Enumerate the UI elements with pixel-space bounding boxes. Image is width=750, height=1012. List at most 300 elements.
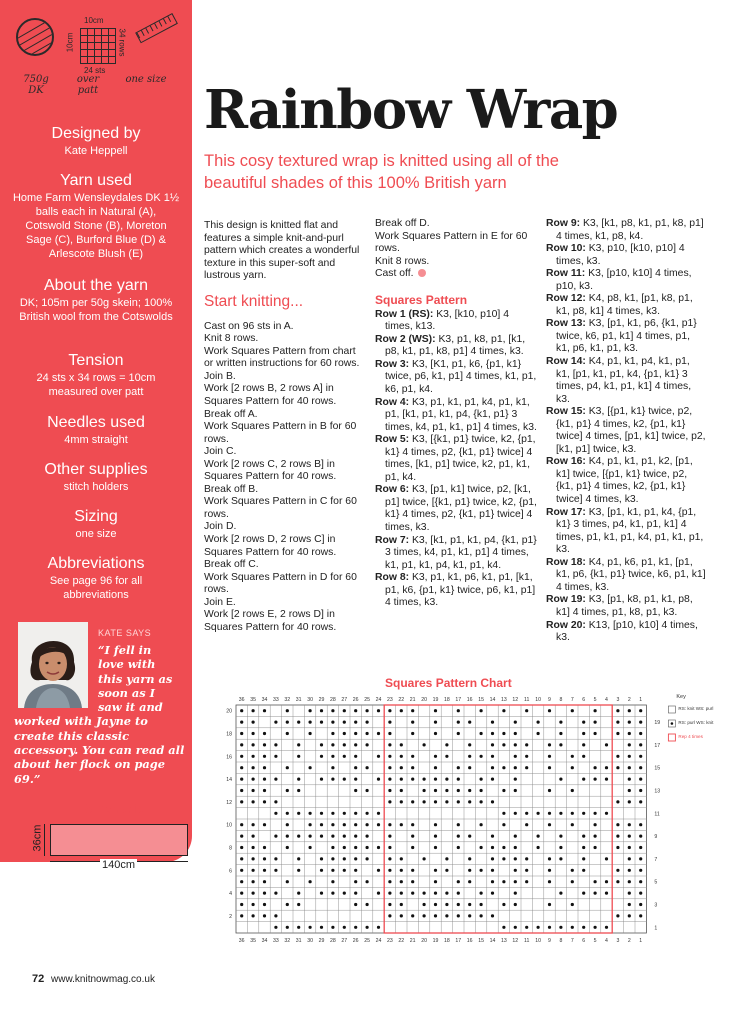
sizing-body: one size bbox=[75, 528, 117, 540]
pattern-row-label: Row 20: bbox=[546, 619, 586, 631]
chart-purl-dot bbox=[514, 743, 517, 746]
pattern-row-label: Row 11: bbox=[546, 268, 586, 280]
instruction-line: Work Squares Pattern from chart or written instructions for 60 rows. bbox=[204, 345, 360, 370]
chart-purl-dot bbox=[582, 721, 585, 724]
chart-purl-dot bbox=[639, 846, 642, 849]
chart-purl-dot bbox=[468, 880, 471, 883]
chart-purl-dot bbox=[343, 721, 346, 724]
weight-caption: 750g DK bbox=[23, 74, 49, 96]
chart-col-label-top: 9 bbox=[548, 697, 551, 703]
chart-purl-dot bbox=[457, 789, 460, 792]
chart-purl-dot bbox=[309, 732, 312, 735]
schematic-width-label: 140cm bbox=[102, 859, 136, 871]
chart-row-label-right: 17 bbox=[654, 742, 661, 749]
chart-purl-dot bbox=[343, 823, 346, 826]
schematic-title: Schematic bbox=[80, 801, 146, 816]
chart-col-label-bottom: 31 bbox=[295, 938, 302, 944]
chart-purl-dot bbox=[274, 926, 277, 929]
chart-purl-dot bbox=[263, 869, 266, 872]
pattern-row-label: Row 19: bbox=[546, 594, 586, 606]
pattern-row-label: Row 4: bbox=[375, 396, 410, 408]
chart-purl-dot bbox=[320, 835, 323, 838]
icon-captions bbox=[0, 74, 192, 104]
website-url: www.knitnowmag.co.uk bbox=[51, 974, 155, 985]
chart-col-label-bottom: 34 bbox=[261, 938, 268, 944]
chart-purl-dot bbox=[309, 823, 312, 826]
abbreviations-section bbox=[0, 554, 192, 602]
chart-purl-dot bbox=[571, 755, 574, 758]
chart-col-label-top: 10 bbox=[535, 697, 541, 703]
chart-purl-dot bbox=[240, 903, 243, 906]
instruction-line: Break off B. bbox=[204, 483, 259, 495]
chart-col-label-top: 24 bbox=[375, 697, 382, 703]
chart-purl-dot bbox=[548, 789, 551, 792]
instruction-line: Join B. bbox=[204, 370, 236, 382]
chart-col-label-bottom: 23 bbox=[387, 938, 393, 944]
chart-purl-dot bbox=[377, 709, 380, 712]
chart-col-label-top: 25 bbox=[364, 697, 370, 703]
pattern-row-text: K3, [p1, k1, p1, k4, {p1, k1} 3 times, p4, k1, p1, k1] 4 times, p1, k1, p1, k4, p1, k1, p1, k3. bbox=[556, 506, 704, 556]
chart-purl-dot bbox=[537, 835, 540, 838]
pattern-icons bbox=[14, 14, 184, 74]
yarn-used-heading: Yarn used bbox=[60, 172, 132, 189]
chart-purl-dot bbox=[537, 846, 540, 849]
chart-purl-dot bbox=[605, 778, 608, 781]
chart-col-label-bottom: 1 bbox=[639, 938, 643, 944]
instruction-line: Cast off. bbox=[375, 268, 538, 281]
chart-purl-dot bbox=[594, 880, 597, 883]
chart-purl-dot bbox=[411, 892, 414, 895]
chart-purl-dot bbox=[616, 800, 619, 803]
chart-col-label-bottom: 17 bbox=[455, 938, 462, 944]
chart-purl-dot bbox=[548, 743, 551, 746]
chart-col-label-bottom: 24 bbox=[375, 938, 382, 944]
quote-line-4: soon as I bbox=[98, 685, 155, 700]
chart-purl-dot bbox=[354, 926, 357, 929]
tension-heading: Tension bbox=[68, 352, 124, 369]
chart-purl-dot bbox=[639, 755, 642, 758]
abbreviations-heading: Abbreviations bbox=[47, 555, 145, 572]
chart-purl-dot bbox=[502, 743, 505, 746]
chart-purl-dot bbox=[252, 914, 255, 917]
chart-purl-dot bbox=[388, 789, 391, 792]
chart-purl-dot bbox=[320, 892, 323, 895]
instruction-line: Work [2 rows B, 2 rows A] in Squares Pattern for 40 rows. bbox=[204, 383, 337, 408]
pattern-row-text: K3, [k10, p10] 4 times, k13. bbox=[385, 308, 509, 333]
needles-section bbox=[0, 413, 192, 447]
chart-purl-dot bbox=[548, 869, 551, 872]
chart-purl-dot bbox=[605, 880, 608, 883]
chart-purl-dot bbox=[525, 709, 528, 712]
chart-col-label-top: 8 bbox=[559, 697, 563, 703]
chart-purl-dot bbox=[320, 755, 323, 758]
pattern-row-text: K3, [{p1, k1} twice, p2, {k1, p1} 4 times, k2, {p1, k1} twice] 4 times, [p1, k1] twice, p2, [k1, p1] twice, k3. bbox=[556, 406, 706, 455]
chart-purl-dot bbox=[423, 778, 426, 781]
chart-purl-dot bbox=[582, 835, 585, 838]
chart-purl-dot bbox=[354, 732, 357, 735]
chart-purl-dot bbox=[434, 800, 437, 803]
chart-purl-dot bbox=[411, 914, 414, 917]
chart-purl-dot bbox=[366, 743, 369, 746]
chart-purl-dot bbox=[343, 743, 346, 746]
chart-purl-dot bbox=[628, 721, 631, 724]
chart-purl-dot bbox=[240, 823, 243, 826]
gauge-right-label: 34 rows bbox=[117, 28, 127, 57]
chart-purl-dot bbox=[297, 721, 300, 724]
chart-purl-dot bbox=[628, 903, 631, 906]
chart-purl-dot bbox=[502, 857, 505, 860]
chart-purl-dot bbox=[331, 766, 334, 769]
chart-purl-dot bbox=[514, 869, 517, 872]
chart-purl-dot bbox=[605, 812, 608, 815]
chart-purl-dot bbox=[571, 880, 574, 883]
chart-purl-dot bbox=[252, 846, 255, 849]
chart-purl-dot bbox=[274, 800, 277, 803]
designer-quote bbox=[14, 643, 186, 786]
chart-purl-dot bbox=[468, 766, 471, 769]
standfirst: This cosy textured wrap is knitted using all of the beautiful shades of this 100% British yarn bbox=[204, 152, 559, 192]
chart-purl-dot bbox=[252, 869, 255, 872]
chart-purl-dot bbox=[411, 755, 414, 758]
chart-col-label-bottom: 30 bbox=[307, 938, 313, 944]
pattern-row-text: K3, [{k1, p1} twice, k2, {p1, k1} 4 times, p2, {k1, p1} twice] 4 times, [k1, p1] twice, k2, p1, k1, p1, k4. bbox=[385, 434, 536, 483]
chart-purl-dot bbox=[434, 755, 437, 758]
pattern-row-label: Row 3: bbox=[375, 358, 410, 370]
chart-purl-dot bbox=[502, 766, 505, 769]
chart-purl-dot bbox=[639, 823, 642, 826]
chart-purl-dot bbox=[537, 732, 540, 735]
key-knit-label: RS: knit WS: purl bbox=[678, 706, 714, 711]
gauge-bottom-label: 24 sts bbox=[84, 66, 106, 75]
chart-purl-dot bbox=[559, 857, 562, 860]
pattern-row bbox=[546, 356, 706, 406]
tension-section bbox=[0, 351, 192, 399]
chart-purl-dot bbox=[400, 823, 403, 826]
chart-purl-dot bbox=[366, 732, 369, 735]
chart-row-label-right: 19 bbox=[654, 720, 661, 727]
chart-row-label-left: 16 bbox=[226, 754, 232, 761]
chart-purl-dot bbox=[343, 755, 346, 758]
chart-col-label-bottom: 29 bbox=[318, 938, 325, 944]
chart-purl-dot bbox=[423, 743, 426, 746]
chart-purl-dot bbox=[343, 835, 346, 838]
chart-purl-dot bbox=[297, 857, 300, 860]
chart-purl-dot bbox=[559, 892, 562, 895]
chart-purl-dot bbox=[525, 857, 528, 860]
chart-purl-dot bbox=[377, 778, 380, 781]
chart-row-label-right: 7 bbox=[654, 856, 658, 863]
chart-purl-dot bbox=[548, 755, 551, 758]
chart-col-label-bottom: 26 bbox=[352, 938, 359, 944]
pattern-row-text: K4, p1, k6, p1, k1, [p1, k1, p6, {k1, p1} twice, k6, p1, k1] 4 times, k3. bbox=[556, 556, 706, 593]
chart-purl-dot bbox=[411, 778, 414, 781]
pattern-row bbox=[375, 434, 538, 484]
chart-purl-dot bbox=[434, 721, 437, 724]
chart-purl-dot bbox=[491, 743, 494, 746]
chart-purl-dot bbox=[582, 732, 585, 735]
chart-purl-dot bbox=[400, 766, 403, 769]
other-supplies-heading: Other supplies bbox=[44, 461, 148, 478]
chart-purl-dot bbox=[434, 778, 437, 781]
chart-purl-dot bbox=[331, 732, 334, 735]
chart-purl-dot bbox=[252, 857, 255, 860]
size-caption: one size bbox=[125, 74, 167, 85]
chart-purl-dot bbox=[502, 926, 505, 929]
chart-purl-dot bbox=[457, 766, 460, 769]
chart-col-label-bottom: 35 bbox=[250, 938, 256, 944]
designed-by-body: Kate Heppell bbox=[64, 145, 128, 157]
pattern-row-label: Row 17: bbox=[546, 506, 586, 518]
chart-purl-dot bbox=[457, 892, 460, 895]
chart-purl-dot bbox=[274, 755, 277, 758]
chart-purl-dot bbox=[525, 926, 528, 929]
chart-purl-dot bbox=[616, 914, 619, 917]
chart-col-label-top: 32 bbox=[284, 697, 291, 703]
chart-purl-dot bbox=[263, 778, 266, 781]
tension-body: 24 sts x 34 rows = 10cm measured over patt bbox=[36, 372, 156, 398]
chart-col-label-top: 18 bbox=[444, 697, 450, 703]
chart-purl-dot bbox=[331, 926, 334, 929]
instruction-line: Work Squares Pattern in D for 60 rows. bbox=[204, 571, 357, 596]
chart-col-label-top: 5 bbox=[593, 697, 597, 703]
quote-line-2: love with bbox=[98, 657, 156, 672]
chart-purl-dot bbox=[343, 869, 346, 872]
chart-purl-dot bbox=[411, 709, 414, 712]
chart-purl-dot bbox=[480, 755, 483, 758]
chart-col-label-bottom: 12 bbox=[512, 938, 519, 944]
pattern-row-label: Row 15: bbox=[546, 406, 586, 418]
pattern-row bbox=[375, 535, 538, 573]
chart-purl-dot bbox=[594, 812, 597, 815]
chart-col-label-bottom: 3 bbox=[616, 938, 620, 944]
chart-purl-dot bbox=[628, 846, 631, 849]
chart-purl-dot bbox=[537, 926, 540, 929]
chart-purl-dot bbox=[480, 778, 483, 781]
pattern-row-label: Row 5: bbox=[375, 434, 410, 446]
chart-purl-dot bbox=[434, 835, 437, 838]
chart-purl-dot bbox=[514, 903, 517, 906]
chart-purl-dot bbox=[263, 914, 266, 917]
chart-purl-dot bbox=[240, 778, 243, 781]
chart-purl-dot bbox=[468, 721, 471, 724]
chart-purl-dot bbox=[628, 869, 631, 872]
pattern-row-text: K4, p1, k1, p1, k2, [p1, k1] twice, [{p1, k1} twice, p2, {k1, p1} 4 times, k2, {p1, k1} twice] 4 times, k3. bbox=[556, 456, 693, 506]
instruction-line: Work Squares Pattern in C for 60 rows. bbox=[204, 496, 357, 520]
chart-purl-dot bbox=[537, 721, 540, 724]
chart-purl-dot bbox=[548, 880, 551, 883]
pattern-row-text: K3, [p1, k1] twice, p2, [k1, p1] twice, [{k1, p1} twice, k2, {p1, k1} 4 times, p2, {k1, p1} twice] 4 times, k3. bbox=[385, 484, 537, 534]
chart-purl-dot bbox=[240, 709, 243, 712]
chart-purl-dot bbox=[491, 892, 494, 895]
chart-purl-dot bbox=[252, 835, 255, 838]
chart-purl-dot bbox=[309, 766, 312, 769]
chart-purl-dot bbox=[297, 743, 300, 746]
schematic-height-line bbox=[44, 824, 45, 856]
column-1 bbox=[204, 220, 364, 634]
chart-purl-dot bbox=[548, 903, 551, 906]
chart-purl-dot bbox=[582, 926, 585, 929]
chart-purl-dot bbox=[263, 709, 266, 712]
chart-purl-dot bbox=[491, 880, 494, 883]
chart-col-label-top: 16 bbox=[466, 697, 473, 703]
chart-purl-dot bbox=[240, 743, 243, 746]
chart-col-label-bottom: 10 bbox=[535, 938, 541, 944]
chart-purl-dot bbox=[388, 732, 391, 735]
chart-col-label-bottom: 21 bbox=[409, 938, 416, 944]
chart-purl-dot bbox=[514, 778, 517, 781]
pattern-row bbox=[546, 243, 706, 268]
chart-purl-dot bbox=[594, 835, 597, 838]
chart-purl-dot bbox=[616, 732, 619, 735]
chart-purl-dot bbox=[571, 709, 574, 712]
chart-row-label-left: 2 bbox=[229, 913, 232, 920]
chart-purl-dot bbox=[445, 857, 448, 860]
chart-purl-dot bbox=[491, 914, 494, 917]
chart-purl-dot bbox=[366, 812, 369, 815]
chart-purl-dot bbox=[400, 789, 403, 792]
chart-purl-dot bbox=[320, 778, 323, 781]
chart-col-label-top: 20 bbox=[421, 697, 427, 703]
chart-col-label-bottom: 4 bbox=[605, 938, 608, 944]
chart-purl-dot bbox=[388, 800, 391, 803]
chart-purl-dot bbox=[594, 721, 597, 724]
squares-pattern-chart bbox=[218, 690, 718, 952]
chart-purl-dot bbox=[594, 926, 597, 929]
chart-title: Squares Pattern Chart bbox=[385, 676, 512, 690]
chart-purl-dot bbox=[434, 823, 437, 826]
gauge-grid-icon bbox=[80, 28, 116, 64]
needles-body: 4mm straight bbox=[64, 434, 128, 446]
chart-col-label-top: 13 bbox=[501, 697, 507, 703]
chart-purl-dot bbox=[571, 926, 574, 929]
chart-purl-dot bbox=[309, 835, 312, 838]
about-yarn-section bbox=[0, 276, 192, 324]
chart-purl-dot bbox=[274, 892, 277, 895]
chart-purl-dot bbox=[388, 846, 391, 849]
chart-purl-dot bbox=[388, 743, 391, 746]
chart-purl-dot bbox=[331, 846, 334, 849]
pattern-row-label: Row 13: bbox=[546, 318, 586, 330]
chart-purl-dot bbox=[297, 869, 300, 872]
chart-purl-dot bbox=[388, 835, 391, 838]
chart-purl-dot bbox=[252, 800, 255, 803]
needles-heading: Needles used bbox=[47, 414, 145, 431]
start-instructions bbox=[204, 321, 364, 635]
instruction-line: Work [2 rows C, 2 rows B] in Squares Pattern for 40 rows. bbox=[204, 458, 337, 483]
tension-caption: over patt bbox=[76, 74, 100, 96]
chart-purl-dot bbox=[445, 755, 448, 758]
pattern-row-text: K3, [k1, p1, k1, p4, {k1, p1} 3 times, k4, p1, k1, p1] 4 times, k1, p1, k1, p4, k1, p1, k4. bbox=[385, 534, 537, 571]
chart-purl-dot bbox=[252, 732, 255, 735]
chart-purl-dot bbox=[639, 869, 642, 872]
chart-purl-dot bbox=[605, 892, 608, 895]
chart-purl-dot bbox=[594, 766, 597, 769]
chart-purl-dot bbox=[286, 903, 289, 906]
chart-purl-dot bbox=[331, 709, 334, 712]
chart-purl-dot bbox=[502, 732, 505, 735]
chart-purl-dot bbox=[400, 857, 403, 860]
chart-purl-dot bbox=[423, 857, 426, 860]
pattern-row bbox=[375, 572, 538, 610]
chart-purl-dot bbox=[366, 789, 369, 792]
chart-purl-dot bbox=[457, 778, 460, 781]
chart-purl-dot bbox=[491, 869, 494, 872]
other-supplies-body: stitch holders bbox=[63, 481, 129, 493]
chart-purl-dot bbox=[252, 721, 255, 724]
chart-purl-dot bbox=[331, 835, 334, 838]
chart-purl-dot bbox=[252, 892, 255, 895]
chart-purl-dot bbox=[468, 869, 471, 872]
chart-purl-dot bbox=[366, 926, 369, 929]
chart-col-label-bottom: 27 bbox=[341, 938, 348, 944]
page-number: 72 bbox=[32, 973, 45, 985]
chart-purl-dot bbox=[548, 709, 551, 712]
chart-purl-dot bbox=[252, 789, 255, 792]
chart-purl-dot bbox=[525, 880, 528, 883]
chart-purl-dot bbox=[434, 732, 437, 735]
chart-purl-dot bbox=[491, 857, 494, 860]
chart-col-label-top: 22 bbox=[398, 697, 405, 703]
chart-purl-dot bbox=[559, 835, 562, 838]
chart-purl-dot bbox=[639, 766, 642, 769]
chart-purl-dot bbox=[639, 914, 642, 917]
chart-purl-dot bbox=[628, 914, 631, 917]
chart-purl-dot bbox=[388, 721, 391, 724]
chart-purl-dot bbox=[491, 778, 494, 781]
chart-purl-dot bbox=[457, 800, 460, 803]
pattern-row-text: K3, p1, k1, p6, k1, p1, [k1, p1, k6, {p1, k1} twice, p6, k1, p1] 4 times, k3. bbox=[385, 572, 536, 609]
pattern-row-text: K3, [k1, p8, k1, p1, k8, p1] 4 times, k1, p8, k4. bbox=[556, 218, 704, 242]
instruction-line: Knit 8 rows. bbox=[375, 255, 430, 267]
chart-purl-dot bbox=[263, 743, 266, 746]
instruction-line: Break off C. bbox=[204, 559, 259, 571]
chart-purl-dot bbox=[354, 846, 357, 849]
chart-purl-dot bbox=[571, 903, 574, 906]
pattern-row bbox=[375, 309, 538, 334]
chart-purl-dot bbox=[286, 823, 289, 826]
chart-purl-dot bbox=[240, 789, 243, 792]
pattern-row bbox=[375, 397, 538, 435]
chart-purl-dot bbox=[514, 926, 517, 929]
chart-purl-dot bbox=[240, 846, 243, 849]
pattern-row bbox=[546, 620, 706, 645]
chart-purl-dot bbox=[468, 755, 471, 758]
chart-purl-dot bbox=[457, 732, 460, 735]
chart-purl-dot bbox=[434, 914, 437, 917]
chart-purl-dot bbox=[297, 835, 300, 838]
chart-purl-dot bbox=[571, 869, 574, 872]
chart-col-label-top: 26 bbox=[352, 697, 359, 703]
chart-purl-dot bbox=[559, 721, 562, 724]
chart-purl-dot bbox=[445, 914, 448, 917]
quote-rest: worked with Jayne to create this classic accessory. You can read all about her flock on page 69.” bbox=[14, 714, 185, 786]
chart-purl-dot bbox=[514, 835, 517, 838]
chart-purl-dot bbox=[423, 914, 426, 917]
chart-purl-dot bbox=[548, 857, 551, 860]
chart-purl-dot bbox=[628, 743, 631, 746]
chart-purl-dot bbox=[582, 755, 585, 758]
chart-purl-dot bbox=[525, 823, 528, 826]
chart-col-label-bottom: 22 bbox=[398, 938, 405, 944]
chart-purl-dot bbox=[525, 869, 528, 872]
chart-row-label-left: 8 bbox=[229, 845, 232, 852]
pattern-row bbox=[546, 293, 706, 318]
chart-purl-dot bbox=[639, 789, 642, 792]
chart-purl-dot bbox=[559, 743, 562, 746]
instruction-line: Work Squares Pattern in B for 60 rows. bbox=[204, 421, 357, 445]
chart-purl-dot bbox=[468, 835, 471, 838]
chart-col-label-top: 3 bbox=[616, 697, 620, 703]
